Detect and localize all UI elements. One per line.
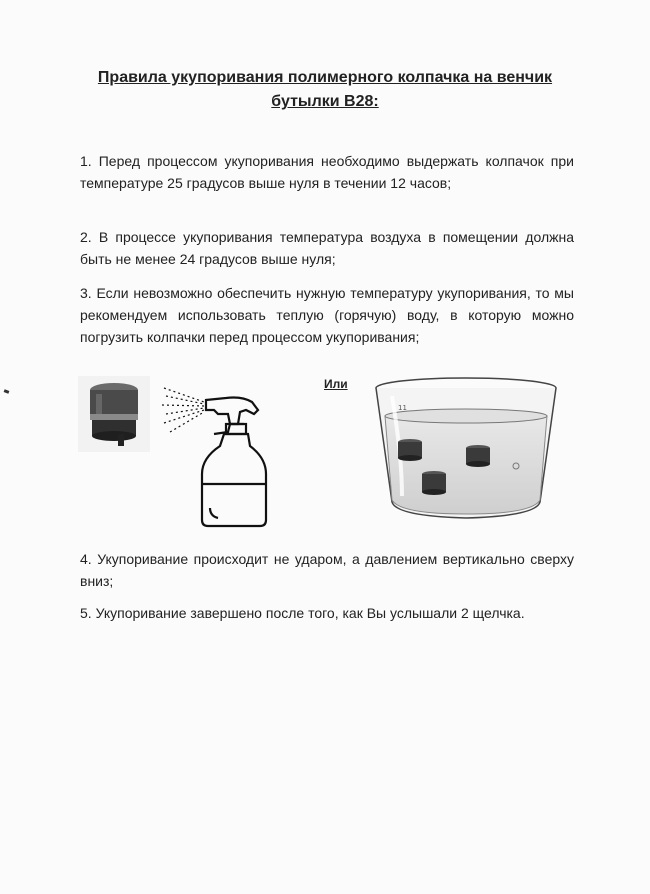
scan-speck [4,389,10,394]
title-line-1: Правила укупоривания полимерного колпачка на венчик [97,69,553,86]
rule-item-5: 5. Укупоривание завершено после того, как Вы услышали 2 щелчка. [80,605,525,621]
submerged-cap-1 [398,439,422,461]
rule-item-2: 2. В процессе укупоривания температура воздуха в помещении должна быть не менее 24 градусов выше нуля; [80,229,574,267]
document-title [60,66,590,114]
rule-item-3: 3. Если невозможно обеспечить нужную температуру укупоривания, то мы рекомендуем использовать теплую (горячую) воду, в которую можно погрузить колпачки перед процессом укупоривания; [80,285,574,345]
title-line-2: бутылки B28: [271,93,379,110]
spray-bottle-icon [162,380,302,530]
glass-mark-text: 11 [398,404,407,412]
glass-of-water-icon [372,376,560,524]
submerged-cap-2 [466,445,490,467]
submerged-cap-3 [422,471,446,495]
rule-item-1: 1. Перед процессом укупоривания необходимо выдержать колпачок при температуре 25 градусов выше нуля в течении 12 часов; [80,153,574,191]
or-label: Или [324,377,348,391]
rule-item-4: 4. Укупоривание происходит не ударом, а давлением вертикально сверху вниз; [80,551,574,589]
cap-photo-icon [78,376,150,452]
